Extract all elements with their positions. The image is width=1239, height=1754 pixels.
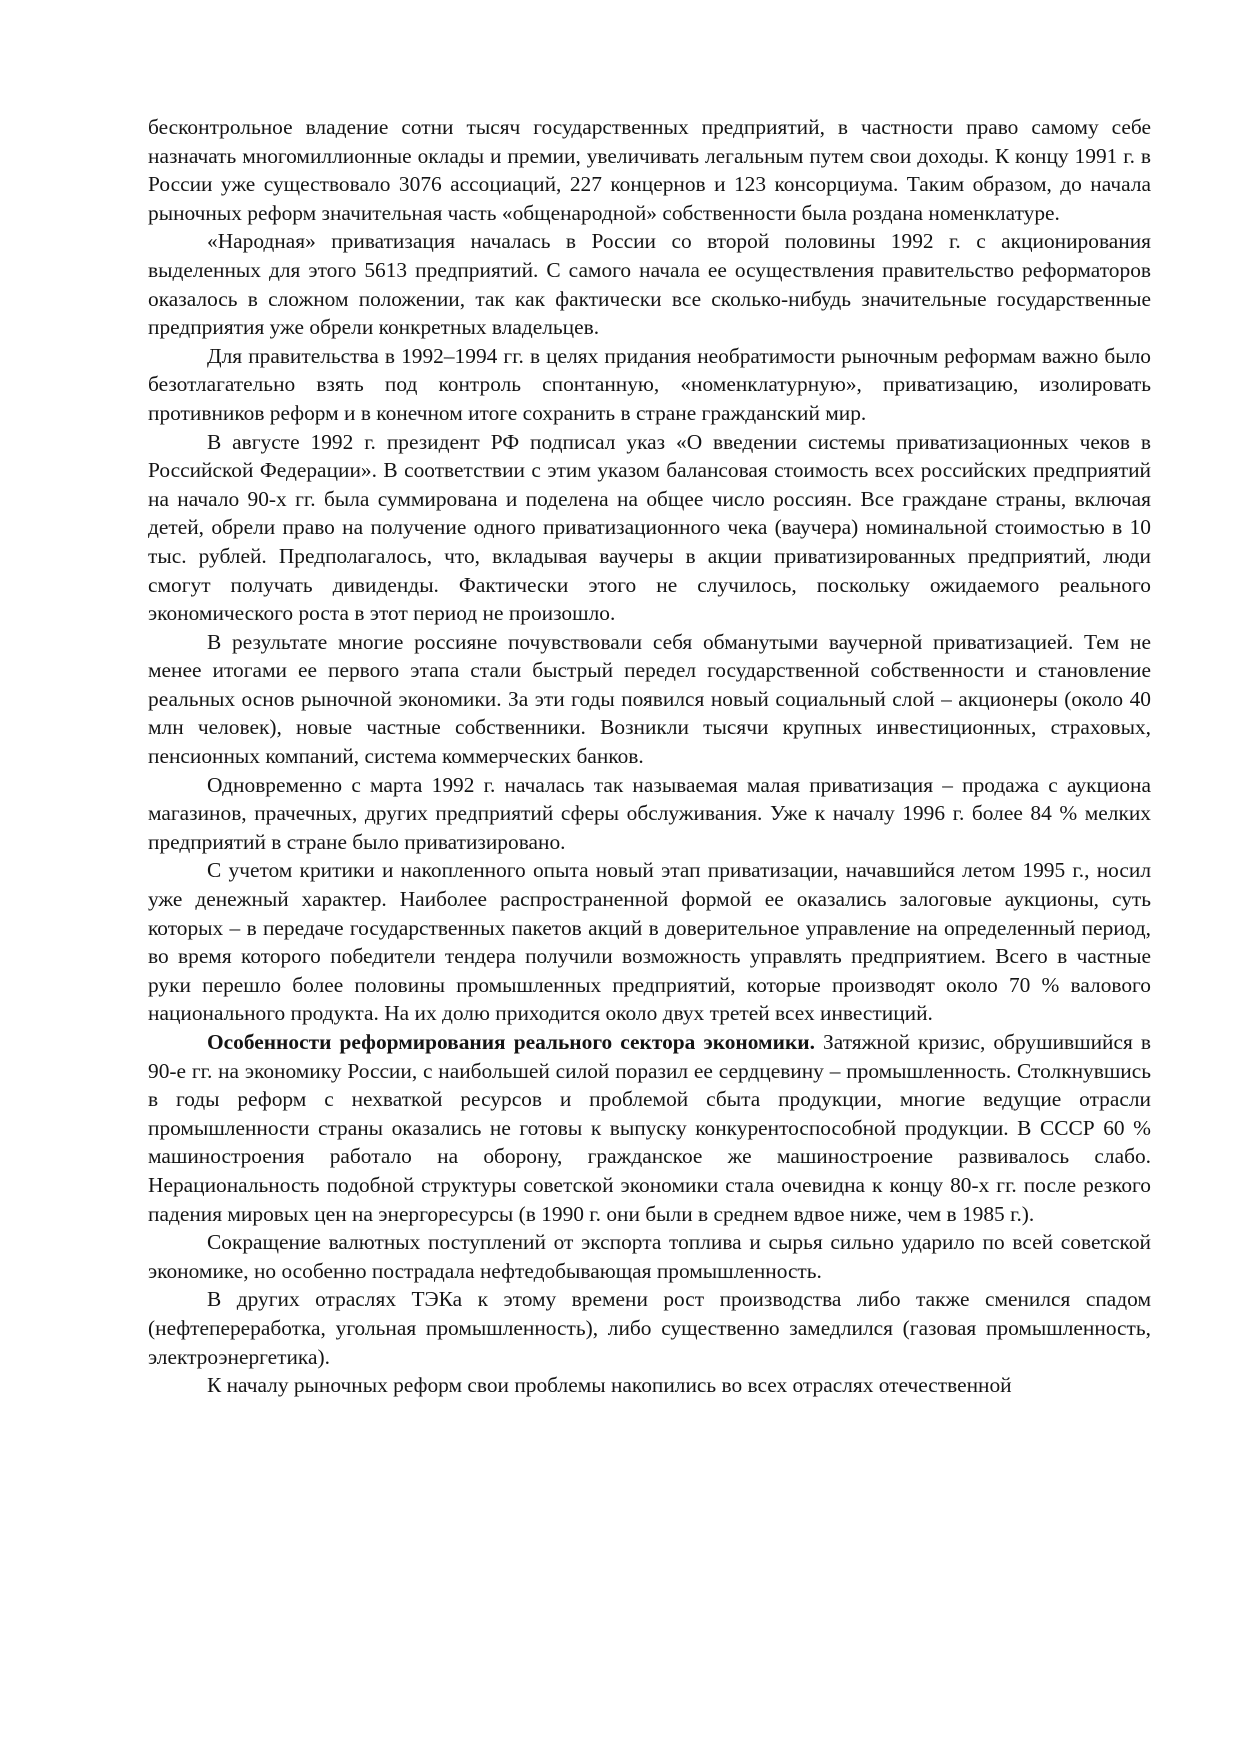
paragraph: В других отраслях ТЭКа к этому времени рост производства либо также сменился спадом (нефтепереработка, угольная промышленность), либо существенно замедлился (газовая промышленность, электроэнергетика). <box>148 1287 1151 1369</box>
paragraph-text: Затяжной кризис, обрушившийся в 90-е гг. на экономику России, с наибольшей силой поразил ее сердцевину – промышленность. Столкнувшись в годы реформ с нехваткой ресурсов и проблемой сбыта продукции, многие ведущие отрасли промышленности страны оказались не готовы к выпуску конкурентоспособной продукции. В СССР 60 % машиностроения работало на оборону, гражданское же машиностроение развивалось слабо. Нерациональность подобной структуры советской экономики стала очевидна к концу 80-х гг. после резкого падения мировых цен на энергоресурсы (в 1990 г. они были в среднем вдвое ниже, чем в 1985 г.). <box>148 1030 1151 1226</box>
document-page <box>148 113 1151 1400</box>
paragraph: С учетом критики и накопленного опыта новый этап приватизации, начавшийся летом 1995 г., носил уже денежный характер. Наиболее распространенной формой ее оказались залоговые аукционы, суть которых – в передаче государственных пакетов акций в доверительное управление на определенный период, во время которого победители тендера получили возможность управлять предприятием. Всего в частные руки перешло более половины промышленных предприятий, которые производят около 70 % валового национального продукта. На их долю приходится около двух третей всех инвестиций. <box>148 858 1151 1026</box>
paragraph: Сокращение валютных поступлений от экспорта топлива и сырья сильно ударило по всей советской экономике, но особенно пострадала нефтедобывающая промышленность. <box>148 1230 1151 1283</box>
paragraph: К началу рыночных реформ свои проблемы накопились во всех отраслях отечественной <box>207 1373 1012 1398</box>
paragraph-with-heading <box>148 1028 1151 1228</box>
paragraph: «Народная» приватизация началась в России со второй половины 1992 г. с акционирования выделенных для этого 5613 предприятий. С самого начала ее осуществления правительство реформаторов оказалось в сложном положении, так как фактически все сколько-нибудь значительные государственные предприятия уже обрели конкретных владельцев. <box>148 229 1151 340</box>
section-heading: Особенности реформирования реального сектора экономики. <box>207 1030 815 1054</box>
paragraph: Для правительства в 1992–1994 гг. в целях придания необратимости рыночным реформам важно было безотлагательно взять под контроль спонтанную, «номенклатурную», приватизацию, изолировать противников реформ и в конечном итоге сохранить в стране гражданский мир. <box>148 343 1151 425</box>
paragraph: бесконтрольное владение сотни тысяч государственных предприятий, в частности право самому себе назначать многомиллионные оклады и премии, увеличивать легальным путем свои доходы. К концу 1991 г. в России уже существовало 3076 ассоциаций, 227 концернов и 123 консорциума. Таким образом, до начала рыночных реформ значительная часть «общенародной» собственности была роздана номенклатуре. <box>148 115 1151 225</box>
paragraph: Одновременно с марта 1992 г. началась так называемая малая приватизация – продажа с аукциона магазинов, прачечных, других предприятий сферы обслуживания. Уже к началу 1996 г. более 84 % мелких предприятий в стране было приватизировано. <box>148 772 1151 854</box>
paragraph: В августе 1992 г. президент РФ подписал указ «О введении системы приватизационных чеков в Российской Федерации». В соответствии с этим указом балансовая стоимость всех российских предприятий на начало 90-х гг. была суммирована и поделена на общее число россиян. Все граждане страны, включая детей, обрели право на получение одного приватизационного чека (ваучера) номинальной стоимостью в 10 тыс. рублей. Предполагалось, что, вкладывая ваучеры в акции приватизированных предприятий, люди смогут получать дивиденды. Фактически этого не случилось, поскольку ожидаемого реального экономического роста в этот период не произошло. <box>148 429 1151 626</box>
paragraph: В результате многие россияне почувствовали себя обманутыми ваучерной приватизацией. Тем не менее итогами ее первого этапа стали быстрый передел государственной собственности и становление реальных основ рыночной экономики. За эти годы появился новый социальный слой – акционеры (около 40 млн человек), новые частные собственники. Возникли тысячи крупных инвестиционных, страховых, пенсионных компаний, система коммерческих банков. <box>148 629 1151 769</box>
